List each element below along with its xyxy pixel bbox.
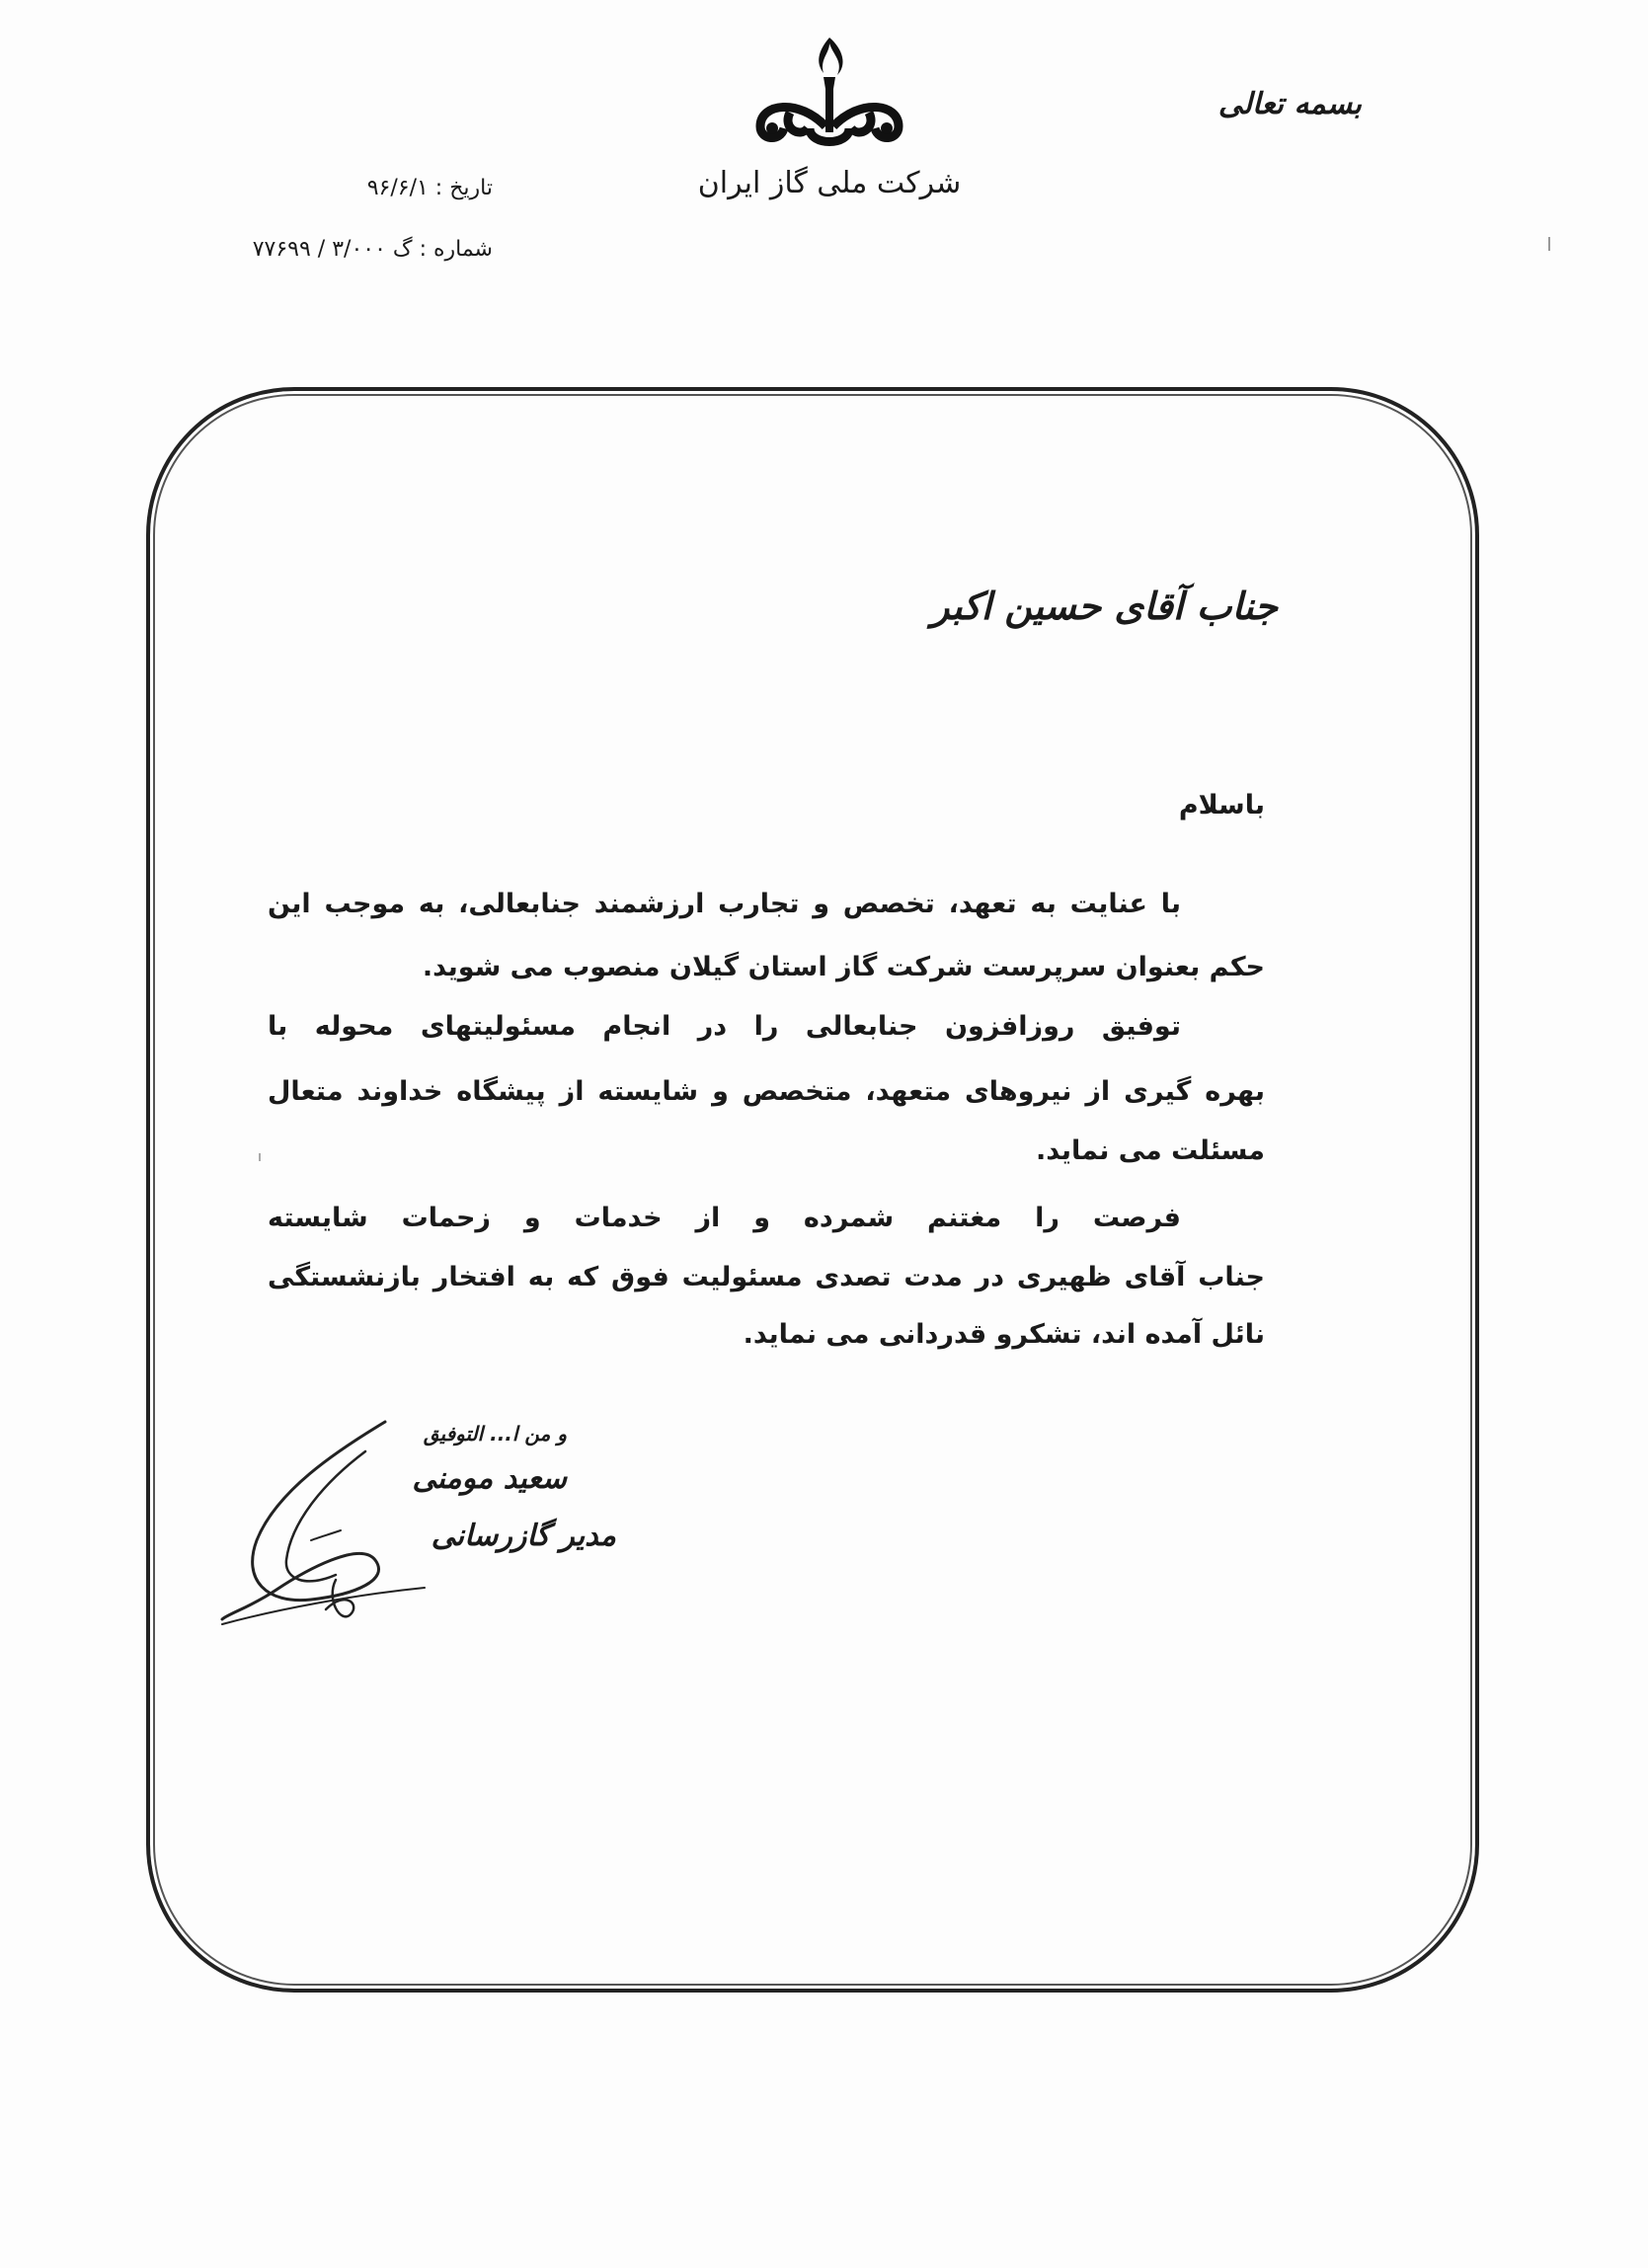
body-line: فرصت را مغتنم شمرده و از خدمات و زحمات شایسته: [268, 1203, 1181, 1233]
company-name: شرکت ملی گاز ایران: [697, 166, 962, 200]
letter-date: تاریخ : ۹۶/۶/۱: [366, 176, 493, 200]
bismillah-heading: بسمه تعالی: [1217, 87, 1362, 121]
body-line: توفیق روزافزون جنابعالی را در انجام مسئولیتهای محوله با: [268, 1011, 1181, 1042]
recipient-line: جناب آقای حسین اکبر: [931, 585, 1278, 628]
body-line: مسئلت می نماید.: [1035, 1135, 1265, 1166]
company-logo-icon: [731, 30, 928, 168]
salutation: باسلام: [1178, 790, 1265, 821]
letter-number: شماره : گ ۳/۰۰۰ / ۷۷۶۹۹: [252, 237, 493, 262]
scan-artifact: [1548, 237, 1550, 251]
body-line: بهره گیری از نیروهای متعهد، متخصص و شایسته از پیشگاه خداوند متعال: [268, 1076, 1265, 1107]
scan-artifact: [259, 1153, 261, 1161]
body-line: نائل آمده اند، تشکرو قدردانی می نماید.: [743, 1319, 1265, 1350]
signature-icon: [217, 1412, 434, 1659]
body-line: جناب آقای ظهیری در مدت تصدی مسئولیت فوق که به افتخار بازنشستگی: [268, 1262, 1265, 1292]
signer-title: مدیر گازرسانی: [431, 1519, 616, 1553]
letter-frame: [146, 387, 1479, 1993]
body-line: حکم بعنوان سرپرست شرکت گاز استان گیلان منصوب می شوید.: [422, 952, 1265, 982]
closing-formula: و من ا... التوفیق: [423, 1422, 567, 1446]
signer-name: سعید مومنی: [412, 1461, 567, 1496]
body-line: با عنایت به تعهد، تخصص و تجارب ارزشمند جنابعالی، به موجب این: [268, 889, 1181, 919]
